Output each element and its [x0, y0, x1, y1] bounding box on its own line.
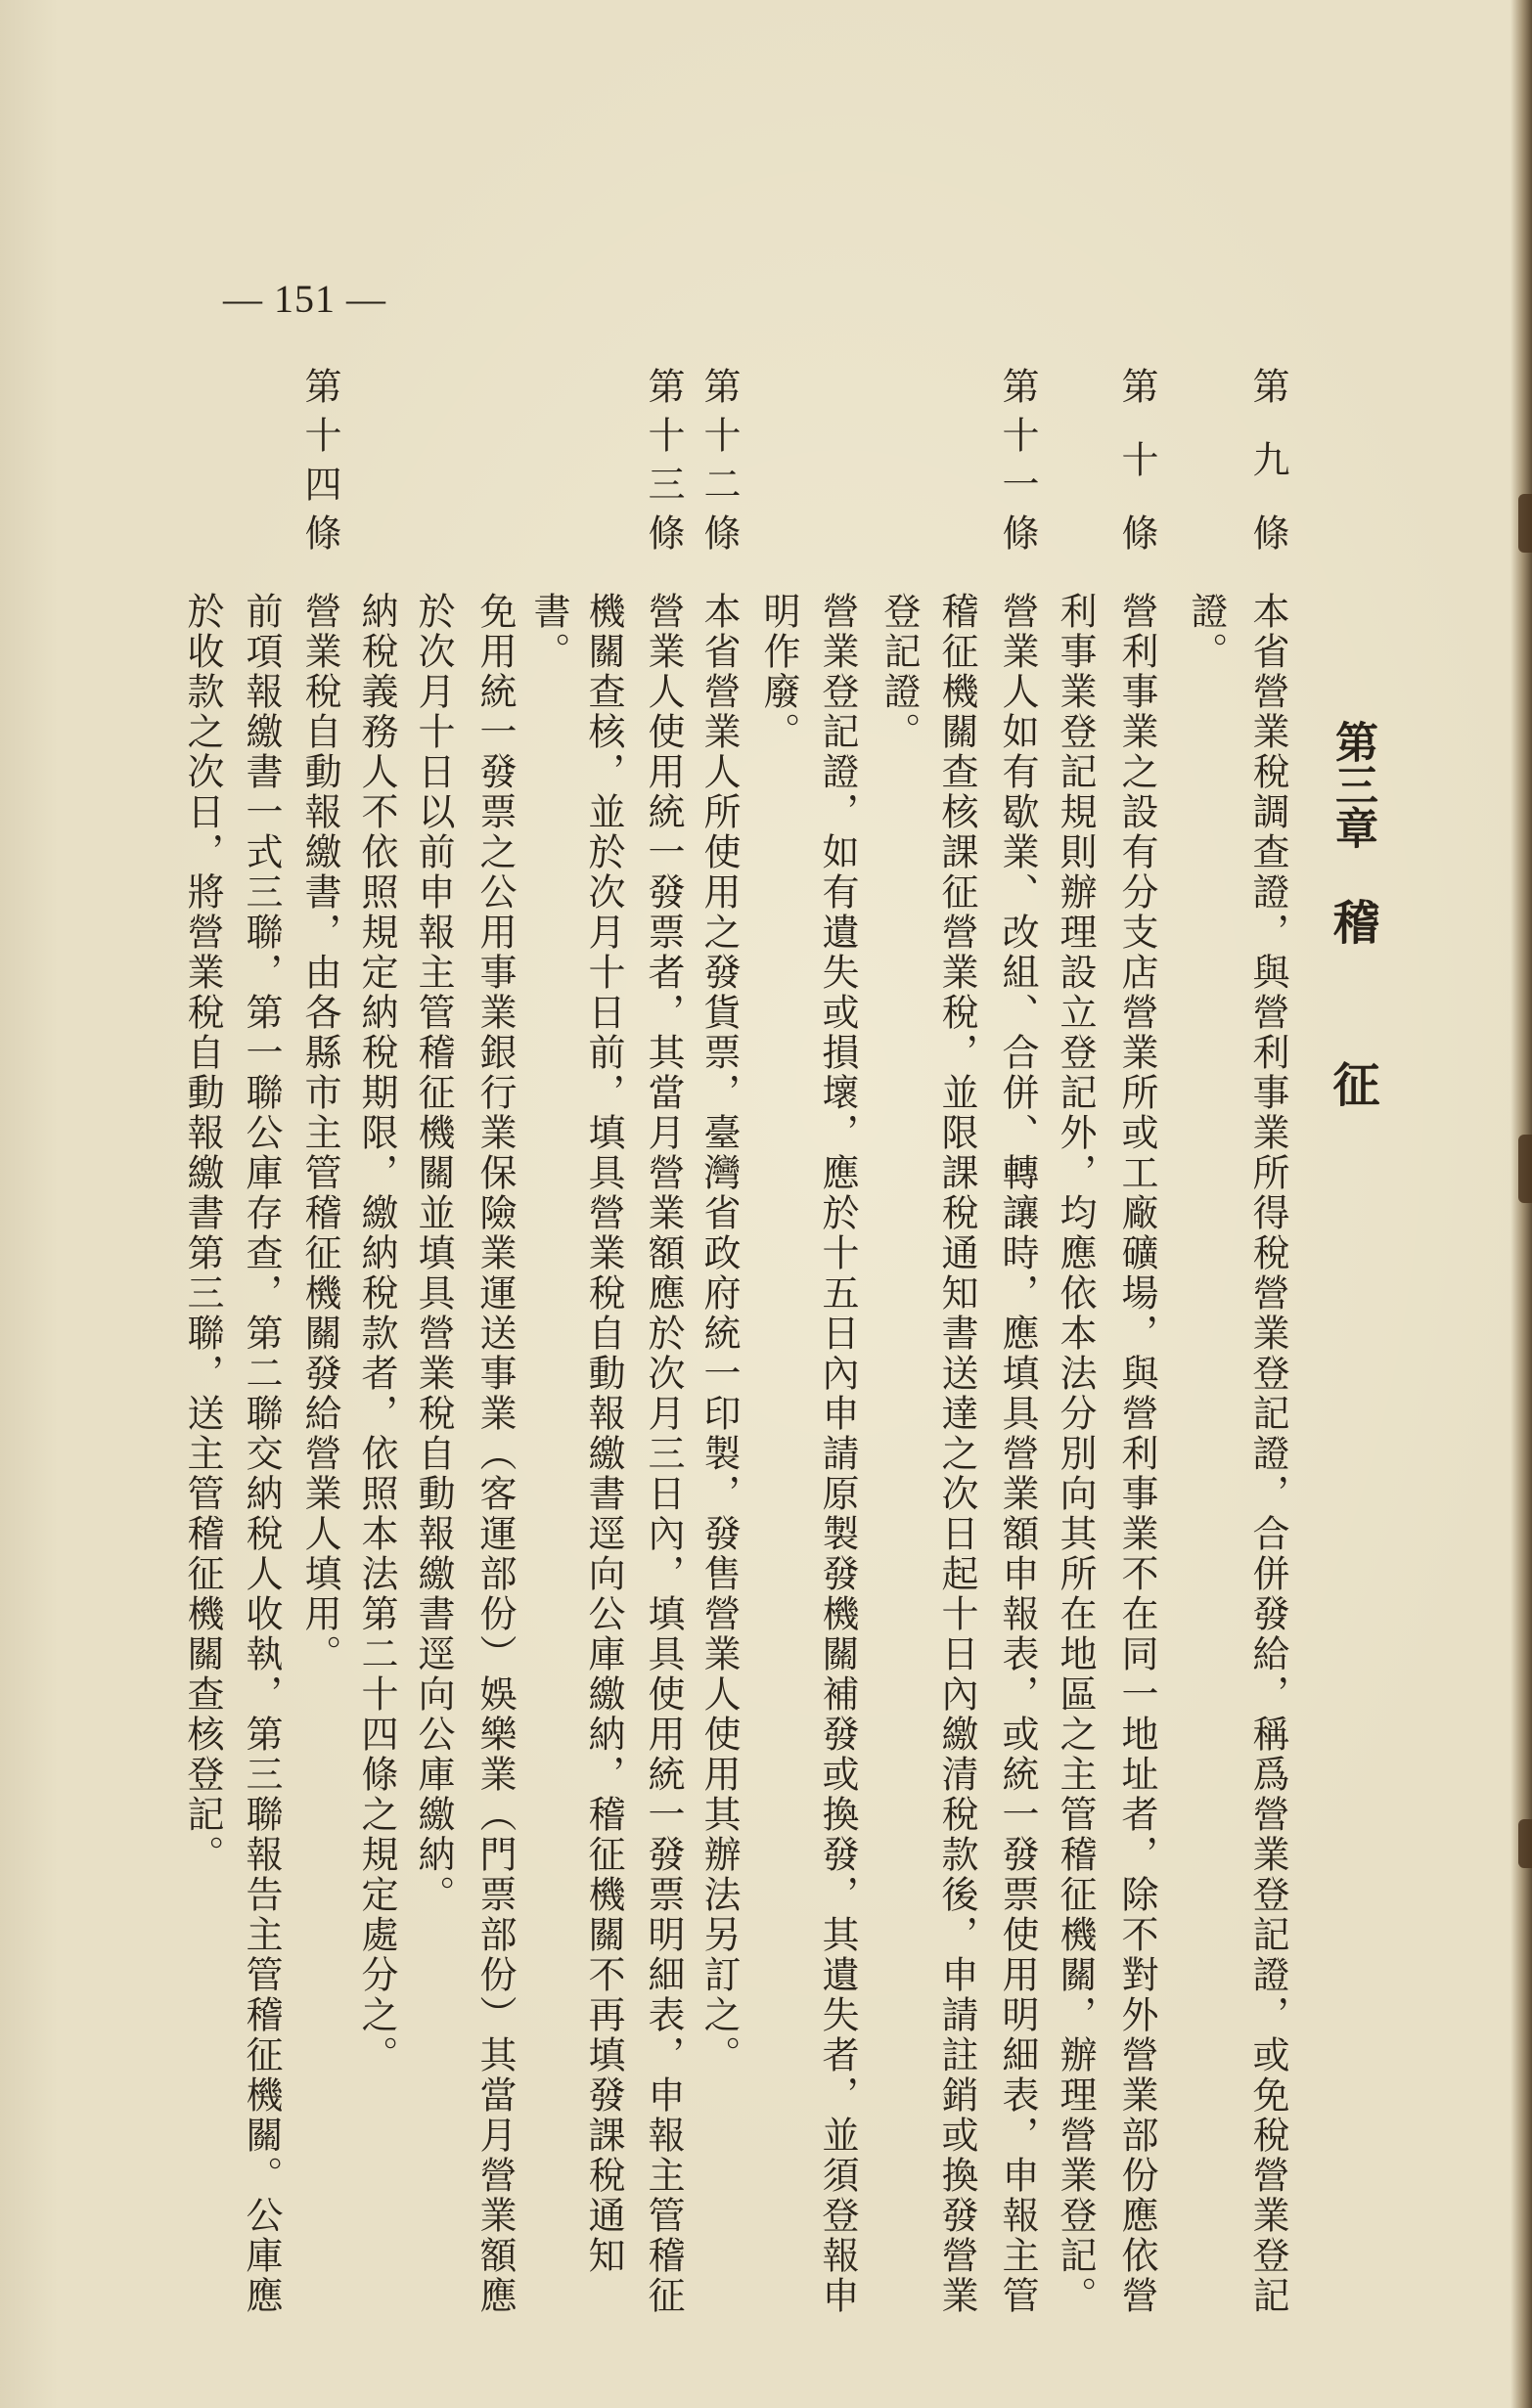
article-13-line-1: 營業人使用統一發票者，其當月營業額應於次月三日內，填具使用統一發票明細表，申報主管稽征 [642, 592, 685, 2316]
article-11-label: 第十一條 [996, 367, 1039, 562]
article-13-line-2: 機關查核，並於次月十日前，填具營業稅自動報繳書逕向公庫繳納，稽征機關不再填發課稅通知 [582, 592, 625, 2276]
article-11-line-4: 營業登記證，如有遺失或損壞，應於十五日內申請原製發機關補發或換發，其遺失者，並須登報申 [816, 592, 859, 2316]
article-13-line-5: 於次月十日以前申報主管稽征機關並填具營業稅自動報繳書逕向公庫繳納。 [412, 592, 455, 1915]
spine-stain [1518, 1135, 1532, 1203]
article-13-line-4: 免用統一發票之公用事業銀行業保險業運送事業（客運部份）娛樂業（門票部份）其當月營業額應 [473, 592, 517, 2316]
article-13-label: 第十三條 [642, 367, 685, 562]
spine-stain [1518, 1819, 1532, 1868]
article-12-label: 第十二條 [698, 367, 741, 562]
article-14-line-1: 營業稅自動報繳書，由各縣市主管稽征機關發給營業人填用。 [298, 592, 341, 1674]
article-13-line-6: 納稅義務人不依照規定納稅期限，繳納稅款者，依照本法第二十四條之規定處分之。 [355, 592, 398, 2075]
article-9-label: 第九條 [1246, 367, 1289, 587]
article-10-line-2: 利事業登記規則辦理設立登記外，均應依本法分別向其所在地區之主管稽征機關，辦理營業登記。 [1054, 592, 1097, 2316]
article-11-line-2: 稽征機關查核課征營業稅，並限課稅通知書送達之次日起十日內繳清稅款後，申請註銷或換發營業 [935, 592, 978, 2316]
spine-stain [1518, 494, 1532, 553]
chapter-number: 第三章 [1328, 720, 1377, 849]
page-spine-edge [1510, 0, 1532, 2408]
article-9-line-2: 證。 [1185, 592, 1228, 672]
article-10-line-1: 營利事業之設有分支店營業所或工廠礦場，與營利事業不在同一地址者，除不對外營業部份應依營 [1115, 592, 1158, 2316]
article-14-label: 第十四條 [298, 367, 341, 562]
article-11-line-5: 明作廢。 [757, 592, 800, 752]
article-11-line-3: 登記證。 [878, 592, 921, 752]
article-9-line-1: 本省營業稅調查證，與營利事業所得稅營業登記證，合併發給，稱爲營業登記證，或免稅營業登記 [1246, 592, 1289, 2316]
article-12-line-1: 本省營業人所使用之發貨票，臺灣省政府統一印製，發售營業人使用其辦法另訂之。 [698, 592, 741, 2075]
article-10-label: 第十條 [1115, 367, 1158, 587]
chapter-title: 稽征 [1325, 898, 1379, 1223]
article-14-line-3: 於收款之次日，將營業稅自動報繳書第三聯，送主管稽征機關查核登記。 [181, 592, 224, 1875]
article-14-line-2: 前項報繳書一式三聯，第一聯公庫存查，第二聯交納稅人收執，第三聯報告主管稽征機關。公庫應 [240, 592, 283, 2316]
article-13-line-3: 書。 [527, 592, 570, 672]
page-number: — 151 — [223, 277, 386, 321]
article-11-line-1: 營業人如有歇業、改組、合併、轉讓時，應填具營業額申報表，或統一發票使用明細表，申報主管 [996, 592, 1039, 2316]
